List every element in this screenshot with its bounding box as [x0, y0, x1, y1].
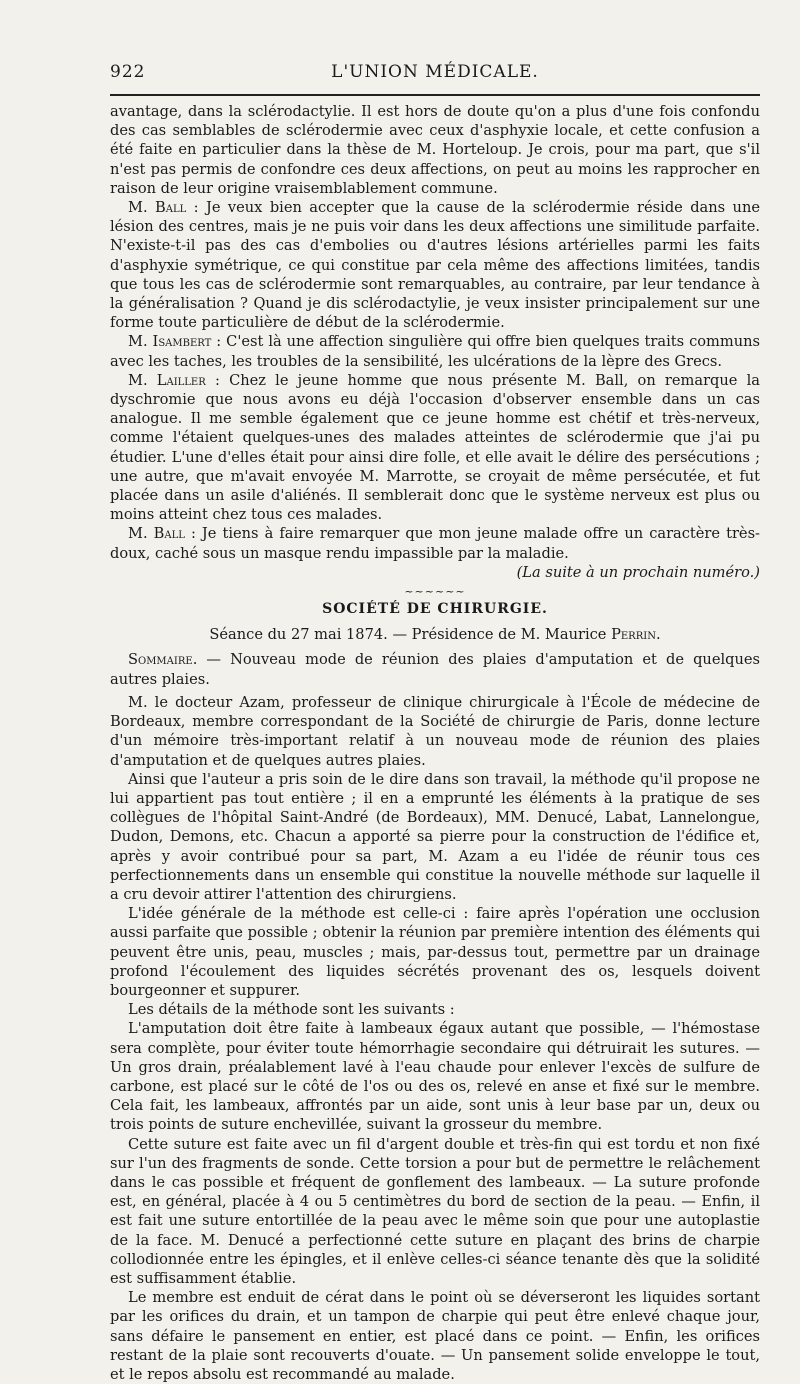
page-number: 922 [110, 62, 146, 82]
body-paragraph: L'idée générale de la méthode est celle-ci : faire après l'opération une occlusion aussi parfaite que possible ; obtenir la réunion par première intention des éléments qui peuvent être unis, peau, muscles ; mais, par-dessus tout, permettre par un drainage profond l'écoulement des liquides sécrétés provenant des os, lesquels doivent bourgeonner et suppurer. [110, 905, 760, 999]
speech-paragraph [110, 371, 760, 525]
speech-text: : Je veux bien accepter que la cause de la sclérodermie réside dans une lésion des centres, mais je ne puis voir dans les deux affections une similitude parfaite. N'existe-t-il pas des cas d'embolies ou d'autres lésions artérielles parmi les faits d'asphyxie symétrique, ce qui constitue par cela même des affections limitées, tandis que tous les cas de sclérodermie sont remarquables, au contraire, par leur tendance à la généralisation ? Quand je dis sclérodactylie, je veux insister principalement sur une forme toute particulière de début de la sclérodermie. [110, 199, 760, 332]
running-title: L'UNION MÉDICALE. [331, 62, 539, 82]
speaker-name: M. Ball [128, 525, 185, 543]
president-name: Perrin [611, 626, 656, 644]
speech-paragraph [110, 332, 760, 370]
body-paragraph: L'amputation doit être faite à lambeaux égaux autant que possible, — l'hémostase sera complète, pour éviter toute hémorrhagie secondaire qui détruirait les sutures. — Un gros drain, préalablement lavé à l'eau chaude pour enlever l'excès de sulfure de carbone, est placé sur le côté de l'os ou des os, relevé en anse et fixé sur le membre. Cela fait, les lambeaux, affrontés par un aide, sont unis à leur base par un, deux ou trois points de suture enchevillée, suivant la grosseur du membre. [110, 1020, 760, 1134]
section-title: SOCIÉTÉ DE CHIRURGIE. [322, 601, 548, 618]
session-suffix: . [655, 626, 661, 644]
body-paragraph: Ainsi que l'auteur a pris soin de le dire dans son travail, la méthode qu'il propose ne lui appartient pas tout entière ; il en a emprunté les éléments à la pratique de ses collègues de l'hôpital Saint-André (de Bordeaux), MM. Denucé, Labat, Lannelongue, Dudon, Demons, etc. Chacun a apporté sa pierre pour la construction de l'édifice et, après y avoir contribué pour sa part, M. Azam a eu l'idée de réunir tous ces perfectionnements dans un ensemble qui constitue la nouvelle méthode sur laquelle il a cru devoir attirer l'attention des chirurgiens. [110, 770, 760, 903]
speech-paragraph [110, 524, 760, 562]
body-paragraph: Cette suture est faite avec un fil d'argent double et très-fin qui est tordu et non fixé sur l'un des fragments de sonde. Cette torsion a pour but de permettre le relâchement dans le cas possible et fréquent de gonflement des lambeaux. — La suture profonde est, en général, placée à 4 ou 5 centimètres du bord de section de la peau. — Enfin, il est fait une suture entortillée de la peau avec le même soin que pour une autoplastie de la face. M. Denucé a perfectionné cette suture en plaçant des brins de charpie collodionnée entre les épingles, et il enlève celles-ci séance tenante dès que la solidité est suffisamment établie. [110, 1135, 760, 1287]
body-paragraph: Le membre est enduit de cérat dans le point où se déverseront les liquides sortant par les orifices du drain, et un tampon de charpie qui peut être enlevé chaque jour, sans défaire le pansement en entier, est placé dans ce point. — Enfin, les orifices restant de la plaie sont recouverts d'ouate. — Un pansement solide enveloppe le tout, et le repos absolu est recommandé au malade. [110, 1289, 760, 1383]
speech-paragraph [110, 198, 760, 332]
body-paragraph: Les détails de la méthode sont les suivants : [128, 1001, 455, 1019]
section-ornament: ~~~~~~ [404, 585, 466, 599]
speech-text: : Chez le jeune homme que nous présente M. Ball, on remarque la dyschromie que nous avons eu déjà l'occasion d'observer ensemble dans un cas analogue. Il me semble également que ce jeune homme est chétif et très-nerveux, comme l'étaient quelques-unes des malades atteintes de sclérodermie que j'ai pu étudier. L'une d'elles était pour ainsi dire folle, et elle avait le délire des persécutions ; une autre, que m'avait envoyée M. Marrotte, se croyait de même persécutée, et fut placée dans un asile d'aliénés. Il semblerait donc que le système nerveux est plus ou moins atteint chez tous ces malades. [110, 371, 761, 524]
continued-paragraph: avantage, dans la sclérodactylie. Il est hors de doute qu'on a plus d'une fois confondu des cas semblables de sclérodermie avec ceux d'asphyxie locale, et cette confusion a été faite en particulier dans la thèse de M. Horteloup. Je crois, pour ma part, que s'il n'est pas permis de confondre ces deux affections, on peut au moins les rapprocher en raison de leur origine vraisemblablement commune. [110, 103, 760, 197]
session-line [110, 625, 760, 644]
session-prefix: Séance du 27 mai 1874. — Présidence de M. Maurice [209, 626, 612, 644]
summary-paragraph [110, 650, 760, 688]
header-rule [110, 94, 760, 96]
continuation-note: (La suite à un prochain numéro.) [516, 563, 760, 581]
body-paragraph: M. le docteur Azam, professeur de clinique chirurgicale à l'École de médecine de Bordeaux, membre correspondant de la Société de chirurgie de Paris, donne lecture d'un mémoire très-important relatif à un nouveau mode de réunion des plaies d'amputation et de quelques autres plaies. [110, 693, 760, 769]
summary-text: . — Nouveau mode de réunion des plaies d'amputation et de quelques autres plaies. [110, 651, 760, 688]
summary-label: Sommaire [128, 651, 193, 669]
speaker-name: M. Ball [128, 199, 187, 217]
page-body [110, 102, 760, 1384]
speaker-name: M. Lailler [128, 371, 206, 389]
page-header [110, 62, 760, 86]
speaker-name: M. Isambert [128, 333, 212, 351]
speech-text: : C'est là une affection singulière qui offre bien quelques traits communs avec les taches, les troubles de la sensibilité, les ulcérations de la lèpre des Grecs. [110, 333, 760, 370]
speech-text: : Je tiens à faire remarquer que mon jeune malade offre un caractère très-doux, caché sous un masque rendu impassible par la maladie. [110, 525, 760, 562]
